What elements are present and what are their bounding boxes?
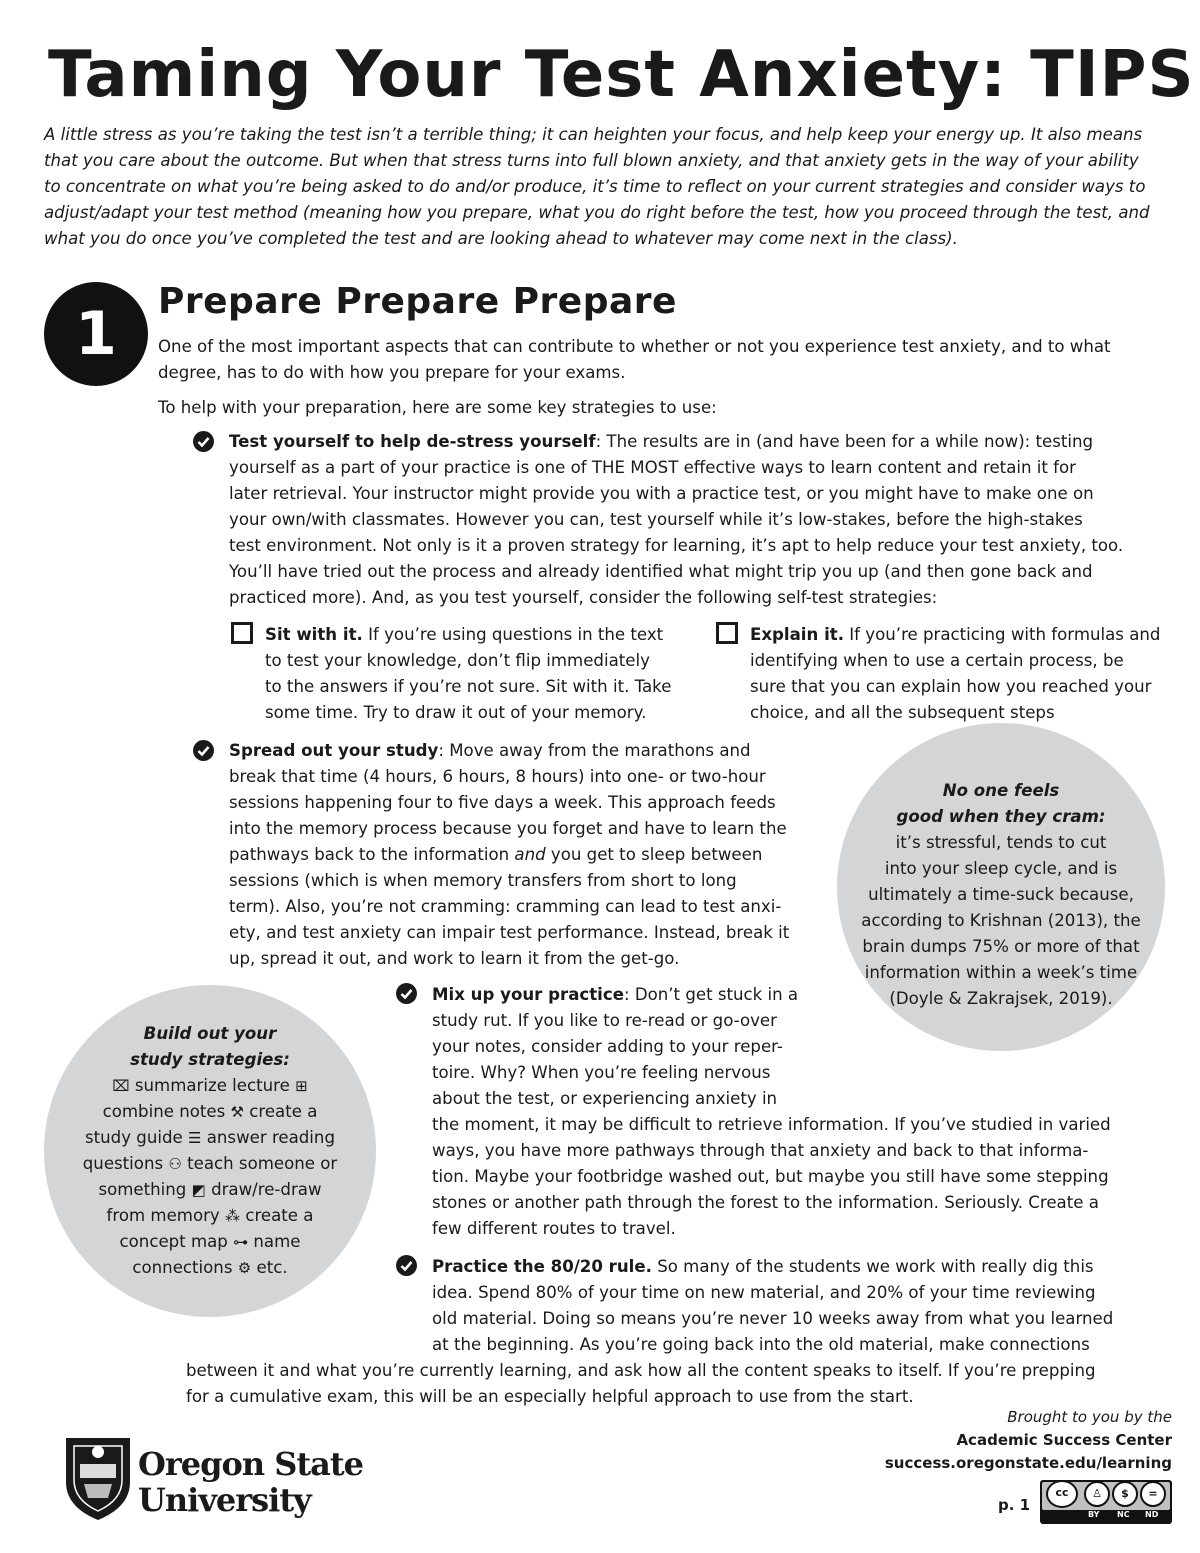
callout-study-text — [44, 1021, 376, 1281]
summary-icon: ⌧ — [112, 1077, 130, 1095]
cc-label: NC — [1117, 1510, 1130, 1519]
substrategy-text: If you’re using questions in the text — [362, 625, 664, 644]
section-number-badge: 1 — [44, 282, 148, 386]
tip-line: ways, you have more pathways through that anxiety and back to that informa- — [432, 1141, 1089, 1160]
tip-line: term). Also, you’re not cramming: cramming can lead to test anxi- — [229, 897, 782, 916]
tip-line: for a cumulative exam, this will be an especially helpful approach to use from the start. — [186, 1387, 914, 1406]
draw-icon: ◩ — [191, 1181, 206, 1199]
callout-line: it’s stressful, tends to cut — [895, 833, 1107, 852]
checklist-icon: ☰ — [188, 1129, 202, 1147]
tip-emphasis: and — [514, 845, 546, 864]
callout-heading: good when they cram: — [896, 807, 1106, 826]
page-title: Taming Your Test Anxiety: TIPS — [48, 38, 1195, 112]
logo-text: Oregon State — [138, 1445, 363, 1483]
substrategy-line: to test your knowledge, don’t flip immediately — [265, 651, 650, 670]
tip-line: your notes, consider adding to your reper- — [432, 1037, 783, 1056]
substrategy-line: sure that you can explain how you reached your — [750, 677, 1152, 696]
substrategy-line: choice, and all the subsequent steps — [750, 703, 1055, 722]
section-intro — [158, 334, 1178, 386]
tip-line: up, spread it out, and work to learn it from the get-go. — [229, 949, 680, 968]
tip-heading: Practice the 80/20 rule. — [432, 1257, 652, 1276]
person-icon: ♙ — [1084, 1481, 1110, 1507]
tip-text: : Move away from the marathons and — [438, 741, 751, 760]
page-number: p. 1 — [998, 1496, 1031, 1514]
cc-license-badge — [1040, 1480, 1172, 1524]
teach-icon: ⚇ — [168, 1155, 182, 1173]
callout-line: brain dumps 75% or more of that — [862, 937, 1140, 956]
cc-label: ND — [1145, 1510, 1159, 1519]
callout-line: connections — [132, 1258, 233, 1277]
checkmark-icon — [396, 1255, 417, 1276]
section-title: Prepare Prepare Prepare — [158, 281, 677, 322]
section-intro-line: One of the most important aspects that can contribute to whether or not you experience test anxiety, and to what — [158, 337, 1111, 356]
tip-line: practiced more). And, as you test yourself, consider the following self-test strategies: — [229, 588, 938, 607]
callout-line: something — [98, 1180, 187, 1199]
footer-url[interactable]: success.oregonstate.edu/learning — [884, 1454, 1172, 1472]
substrategy-heading: Sit with it. — [265, 625, 363, 644]
tip-heading: Spread out your study — [229, 741, 439, 760]
cc-icon: cc — [1046, 1480, 1078, 1508]
callout-line: summarize lecture — [134, 1076, 290, 1095]
section-lead: To help with your preparation, here are some key strategies to use: — [158, 398, 717, 417]
osu-seal-logo — [62, 1432, 134, 1522]
combine-icon: ⊞ — [295, 1077, 308, 1095]
equals-icon: = — [1140, 1481, 1166, 1507]
checkbox-icon — [716, 622, 738, 644]
tip-line: sessions happening four to five days a week. This approach feeds — [229, 793, 776, 812]
tip-text: : Don’t get stuck in a — [623, 985, 799, 1004]
substrategy-sit-with-it — [265, 622, 695, 726]
tip-text: you get to sleep between — [545, 845, 763, 864]
concept-map-icon: ⁂ — [225, 1207, 241, 1225]
tip-line: at the beginning. As you’re going back into the old material, make connections — [432, 1335, 1090, 1354]
substrategy-explain-it — [750, 622, 1180, 726]
tip-text: So many of the students we work with really dig this — [651, 1257, 1094, 1276]
tip-line: into the memory process because you forget and have to learn the — [229, 819, 787, 838]
callout-line: teach someone or — [187, 1154, 338, 1173]
intro-line: that you care about the outcome. But when that stress turns into full blown anxiety, and that anxiety gets in the way of your ability — [44, 151, 1139, 170]
tip-line: between it and what you’re currently learning, and ask how all the content speaks to itself. If you’re prepping — [186, 1361, 1096, 1380]
tip-mix-up-practice — [432, 982, 832, 1112]
tip-line: study rut. If you like to re-read or go-over — [432, 1011, 777, 1030]
tip-line: about the test, or experiencing anxiety in — [432, 1089, 778, 1108]
callout-line: study guide — [85, 1128, 183, 1147]
intro-line: what you do once you’ve completed the test and are looking ahead to whatever may come next in the class). — [44, 229, 958, 248]
tip-line: tion. Maybe your footbridge washed out, but maybe you still have some stepping — [432, 1167, 1109, 1186]
substrategy-heading: Explain it. — [750, 625, 845, 644]
checkmark-icon — [193, 431, 214, 452]
cc-label: BY — [1088, 1510, 1100, 1519]
tip-line: sessions (which is when memory transfers from short to long — [229, 871, 737, 890]
section-intro-line: degree, has to do with how you prepare for your exams. — [158, 363, 626, 382]
tip-line: ety, and test anxiety can impair test performance. Instead, break it — [229, 923, 790, 942]
checkmark-icon — [193, 740, 214, 761]
callout-line: into your sleep cycle, and is — [884, 859, 1118, 878]
callout-line: draw/re-draw — [211, 1180, 322, 1199]
tip-text: : The results are in (and have been for a while now): testing — [595, 432, 1094, 451]
callout-line: ultimately a time-suck because, — [868, 885, 1134, 904]
checkmark-icon — [396, 983, 417, 1004]
intro-line: adjust/adapt your test method (meaning how you prepare, what you do right before the test, how you proceed through the test, and — [44, 203, 1150, 222]
callout-heading: No one feels — [942, 781, 1060, 800]
callout-line: information within a week’s time — [864, 963, 1138, 982]
tip-line: You’ll have tried out the process and already identified what might trip you up (and then gone back and — [229, 562, 1093, 581]
callout-cram-text — [837, 778, 1165, 1012]
footer-brought: Brought to you by the — [1007, 1408, 1172, 1426]
tip-line: idea. Spend 80% of your time on new material, and 20% of your time reviewing — [432, 1283, 1096, 1302]
checkbox-icon — [231, 622, 253, 644]
tip-line: toire. Why? When you’re feeling nervous — [432, 1063, 771, 1082]
tip-80-20-rule-cont — [186, 1358, 1176, 1410]
intro-line: A little stress as you’re taking the test isn’t a terrible thing; it can heighten your focus, and help keep your energy up. It also means — [44, 125, 1143, 144]
tip-line: few different routes to travel. — [432, 1219, 676, 1238]
callout-heading: Build out your — [143, 1024, 277, 1043]
callout-line: according to Krishnan (2013), the — [861, 911, 1141, 930]
tip-test-yourself — [229, 429, 1179, 611]
footer-credits — [885, 1406, 1172, 1475]
tip-mix-up-practice-cont — [432, 1112, 1172, 1242]
callout-line: combine notes — [102, 1102, 226, 1121]
callout-line: answer reading — [206, 1128, 335, 1147]
footer-center-name: Academic Success Center — [956, 1431, 1172, 1449]
intro-line: to concentrate on what you’re being asked to do and/or produce, it’s time to reflect on your current strategies and consider ways to — [44, 177, 1146, 196]
osu-wordmark — [138, 1446, 363, 1518]
callout-line: create a — [245, 1206, 314, 1225]
tip-line: test environment. Not only is it a proven strategy for learning, it’s apt to help reduce your test anxiety, too. — [229, 536, 1124, 555]
tip-line: your own/with classmates. However you can, test yourself while it’s low-stakes, before the high-stakes — [229, 510, 1083, 529]
connections-icon: ⊶ — [233, 1233, 249, 1251]
tip-line: later retrieval. Your instructor might provide you with a practice test, or you might have to make one on — [229, 484, 1094, 503]
callout-line: questions — [82, 1154, 164, 1173]
callout-line: concept map — [119, 1232, 228, 1251]
callout-line: (Doyle & Zakrajsek, 2019). — [889, 989, 1113, 1008]
callout-line: name — [253, 1232, 301, 1251]
tip-80-20-rule — [432, 1254, 1172, 1358]
tip-line: stones or another path through the forest to the information. Seriously. Create a — [432, 1193, 1099, 1212]
tip-heading: Mix up your practice — [432, 985, 624, 1004]
tip-text: pathways back to the information — [229, 845, 515, 864]
substrategy-line: identifying when to use a certain process, be — [750, 651, 1124, 670]
tip-heading: Test yourself to help de-stress yourself — [229, 432, 596, 451]
tip-spread-out-study — [229, 738, 829, 972]
tip-line: yourself as a part of your practice is one of THE MOST effective ways to learn content and retain it for — [229, 458, 1076, 477]
no-dollar-icon: $ — [1112, 1481, 1138, 1507]
logo-text: University — [138, 1481, 311, 1519]
tip-line: the moment, it may be difficult to retrieve information. If you’ve studied in varied — [432, 1115, 1111, 1134]
wrench-icon: ⚒ — [230, 1103, 244, 1121]
substrategy-text: If you’re practicing with formulas and — [844, 625, 1161, 644]
tip-line: old material. Doing so means you’re never 10 weeks away from what you learned — [432, 1309, 1114, 1328]
substrategy-line: to the answers if you’re not sure. Sit with it. Take — [265, 677, 672, 696]
callout-heading: study strategies: — [130, 1050, 290, 1069]
callout-line: from memory — [106, 1206, 220, 1225]
callout-line: create a — [249, 1102, 318, 1121]
intro-paragraph — [44, 122, 1174, 252]
callout-line: etc. — [256, 1258, 288, 1277]
substrategy-line: some time. Try to draw it out of your memory. — [265, 703, 647, 722]
gear-icon: ⚙ — [237, 1259, 252, 1277]
tip-line: break that time (4 hours, 6 hours, 8 hours) into one- or two-hour — [229, 767, 766, 786]
